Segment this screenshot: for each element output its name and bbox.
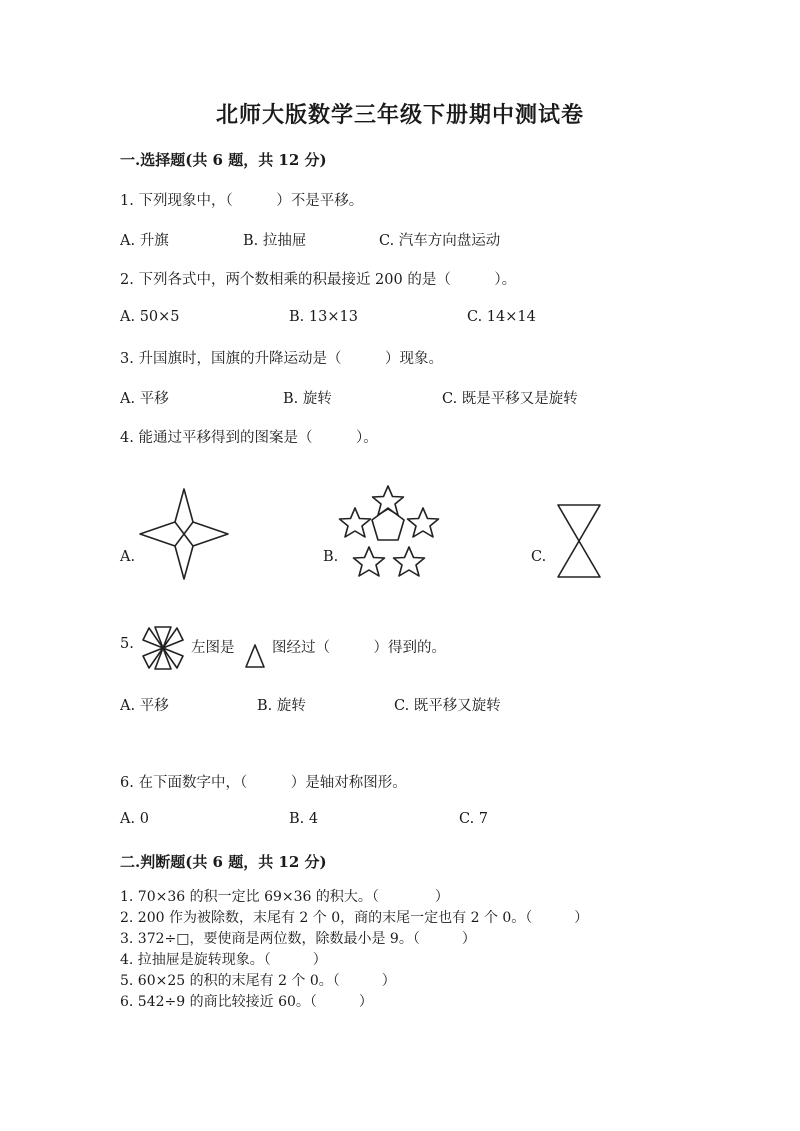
q6-option-c: C. 7 bbox=[459, 811, 489, 827]
four-point-star-figure bbox=[136, 488, 231, 580]
question-5-end: 图经过（ ）得到的。 bbox=[272, 640, 446, 656]
question-2: 2. 下列各式中，两个数相乘的积最接近 200 的是（ ）。 bbox=[120, 272, 517, 288]
question-3: 3. 升国旗时，国旗的升降运动是（ ）现象。 bbox=[120, 351, 443, 367]
judgment-item-3: 3. 372÷□，要使商是两位数，除数最小是 9。（ ） bbox=[120, 931, 476, 947]
q3-option-b: B. 旋转 bbox=[283, 391, 332, 407]
q2-option-a: A. 50×5 bbox=[120, 309, 180, 325]
section-heading-judgment: 二.判断题(共 6 题，共 12 分) bbox=[120, 853, 327, 871]
q4-option-b: B. bbox=[323, 549, 339, 565]
q5-option-b: B. 旋转 bbox=[257, 698, 306, 714]
judgment-item-5: 5. 60×25 的积的末尾有 2 个 0。（ ） bbox=[120, 973, 396, 989]
q1-option-a: A. 升旗 bbox=[120, 233, 169, 249]
q2-option-c: C. 14×14 bbox=[467, 309, 536, 325]
triangle-figure bbox=[244, 643, 266, 669]
judgment-item-6: 6. 542÷9 的商比较接近 60。（ ） bbox=[120, 994, 373, 1010]
q5-option-c: C. 既平移又旋转 bbox=[394, 698, 501, 714]
q5-option-a: A. 平移 bbox=[120, 698, 169, 714]
stars-pentagon-figure bbox=[342, 484, 440, 578]
q6-option-a: A. 0 bbox=[120, 811, 149, 827]
question-4: 4. 能通过平移得到的图案是（ ）。 bbox=[120, 430, 378, 446]
judgment-item-2: 2. 200 作为被除数，末尾有 2 个 0，商的末尾一定也有 2 个 0。（ ） bbox=[120, 910, 589, 926]
q1-option-b: B. 拉抽屉 bbox=[243, 233, 307, 249]
question-1: 1. 下列现象中，（ ）不是平移。 bbox=[120, 193, 364, 209]
pinwheel-figure bbox=[141, 626, 185, 670]
section-heading-choice: 一.选择题(共 6 题，共 12 分) bbox=[120, 151, 327, 169]
hourglass-figure bbox=[556, 504, 602, 578]
page-title: 北师大版数学三年级下册期中测试卷 bbox=[215, 102, 584, 128]
question-5-middle: 左图是 bbox=[191, 640, 235, 656]
q1-option-c: C. 汽车方向盘运动 bbox=[379, 233, 501, 249]
q2-option-b: B. 13×13 bbox=[289, 309, 358, 325]
q6-option-b: B. 4 bbox=[289, 811, 319, 827]
question-5-number: 5. bbox=[120, 636, 134, 652]
q3-option-a: A. 平移 bbox=[120, 391, 169, 407]
q3-option-c: C. 既是平移又是旋转 bbox=[442, 391, 578, 407]
judgment-item-1: 1. 70×36 的积一定比 69×36 的积大。（ ） bbox=[120, 889, 449, 905]
question-6: 6. 在下面数字中，（ ）是轴对称图形。 bbox=[120, 775, 407, 791]
q4-option-c: C. bbox=[531, 549, 547, 565]
judgment-item-4: 4. 拉抽屉是旋转现象。（ ） bbox=[120, 952, 327, 968]
q4-option-a: A. bbox=[120, 549, 136, 565]
